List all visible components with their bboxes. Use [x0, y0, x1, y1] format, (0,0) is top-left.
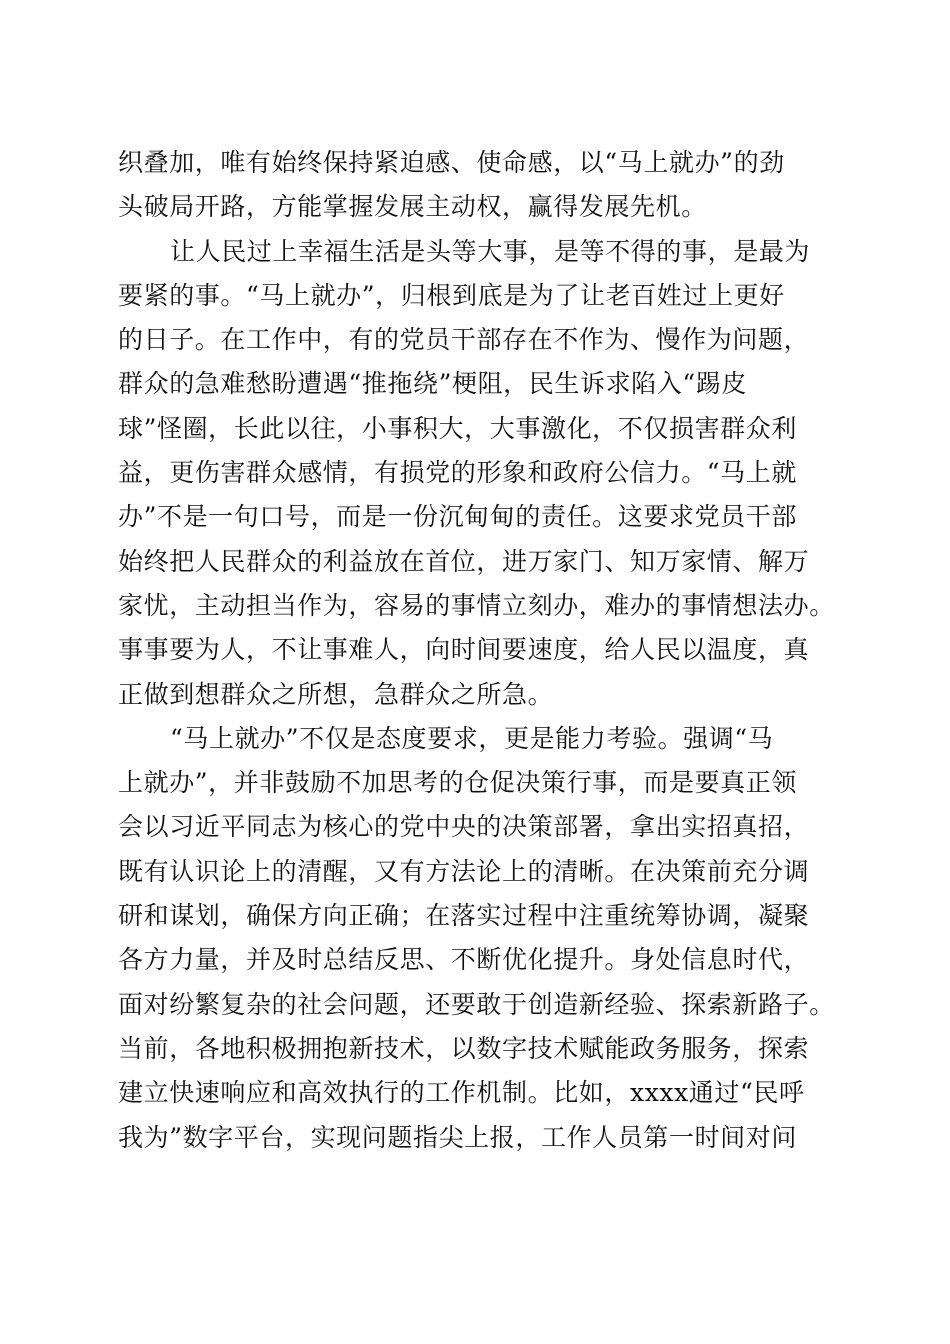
text-line: 面对纷繁复杂的社会问题，还要敢于创造新经验、探索新路子。 [118, 989, 835, 1019]
text-line: 头破局开路，方能掌握发展主动权，赢得发展先机。 [118, 192, 707, 222]
text-line: 群众的急难愁盼遭遇“推拖绕”梗阻，民生诉求陷入“踢皮 [118, 369, 747, 399]
document-body [118, 141, 838, 1160]
text-line: 织叠加，唯有始终保持紧迫感、使命感，以“马上就办”的劲 [118, 148, 785, 177]
text-line: 要紧的事。“马上就办”，归根到底是为了让老百姓过上更好 [118, 280, 785, 310]
text-line: 办”不是一句口号，而是一份沉甸甸的责任。这要求党员干部 [118, 502, 797, 532]
paragraph-start-line: “马上就办”不仅是态度要求，更是能力考验。强调“马 [170, 723, 774, 753]
text-line: 家忧，主动担当作为，容易的事情立刻办，难办的事情想法办。 [118, 590, 835, 620]
text-line: 上就办”，并非鼓励不加思考的仓促决策行事，而是要真正领 [118, 768, 797, 798]
text-line: 事事要为人，不让事难人，向时间要速度，给人民以温度，真 [118, 635, 810, 665]
text-line: 既有认识论上的清醒，又有方法论上的清晰。在决策前充分调 [118, 856, 810, 886]
text-line: 研和谋划，确保方向正确；在落实过程中注重统筹协调，凝聚 [118, 901, 810, 931]
text-line: 始终把人民群众的利益放在首位，进万家门、知万家情、解万 [118, 546, 810, 576]
text-line: 我为”数字平台，实现问题指尖上报，工作人员第一时间对问 [118, 1122, 797, 1152]
text-line: 各方力量，并及时总结反思、不断优化提升。身处信息时代， [118, 945, 810, 975]
text-line: 当前，各地积极拥抱新技术，以数字技术赋能政务服务，探索 [118, 1033, 810, 1063]
paragraph-start-line: 让人民过上幸福生活是头等大事，是等不得的事，是最为 [170, 236, 811, 266]
text-line: 正做到想群众之所想，急群众之所急。 [118, 679, 554, 709]
text-line: 建立快速响应和高效执行的工作机制。比如，xxxx通过“民呼 [118, 1078, 805, 1108]
text-line: 会以习近平同志为核心的党中央的决策部署，拿出实招真招， [118, 812, 810, 842]
text-line: 的日子。在工作中，有的党员干部存在不作为、慢作为问题， [118, 325, 810, 355]
text-line: 益，更伤害群众感情，有损党的形象和政府公信力。“马上就 [118, 458, 797, 488]
text-line: 球”怪圈，长此以往，小事积大，大事激化，不仅损害群众利 [118, 413, 797, 443]
